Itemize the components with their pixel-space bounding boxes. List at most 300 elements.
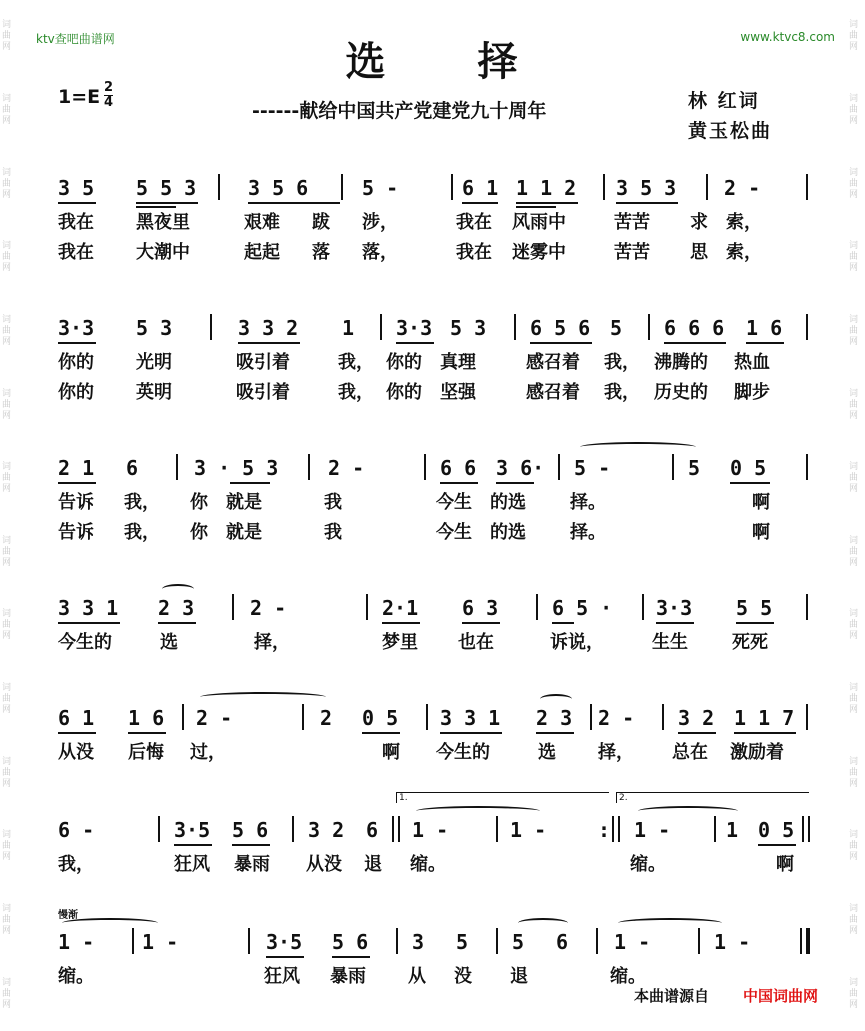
lyric: 风雨中	[512, 212, 566, 233]
barline	[210, 314, 212, 340]
tie-arc	[62, 918, 158, 928]
barline	[806, 454, 808, 480]
note-group: 1 1 2	[516, 176, 577, 200]
watermark-text: 词曲网	[2, 462, 12, 495]
barline	[380, 314, 382, 340]
barline	[558, 454, 560, 480]
note-group: 0 5	[362, 706, 399, 730]
watermark-text: 词曲网	[2, 904, 12, 936]
note-group: 5 3	[136, 316, 173, 340]
lyric: 坚强	[440, 382, 476, 403]
watermark-text: 词曲网	[849, 462, 859, 495]
note-group: 3·3	[656, 596, 693, 620]
barline	[176, 454, 178, 480]
watermark-text: 词曲网	[849, 167, 859, 200]
watermark-text: 词曲网	[2, 314, 12, 347]
barline	[612, 816, 614, 842]
lyric: 暴雨	[234, 854, 270, 875]
lyric: 择，	[254, 632, 290, 653]
tie-arc	[618, 918, 722, 928]
note-group: 5 -	[362, 176, 399, 200]
lyric: 我，	[338, 352, 374, 373]
underline	[58, 342, 96, 344]
footer-site-link[interactable]: 中国词曲网	[743, 987, 819, 1005]
note-group: 1 1 7	[734, 706, 795, 730]
lyric: 我	[324, 492, 342, 513]
lyric: 热血	[734, 352, 770, 373]
lyric: 索，	[726, 242, 762, 263]
barline	[514, 314, 516, 340]
barline	[706, 174, 708, 200]
note-group: 2 -	[598, 706, 635, 730]
note-group: 1	[726, 818, 739, 842]
lyric: 缩。	[610, 966, 646, 987]
note-group: 1 -	[634, 818, 671, 842]
note-group: 6 5 6	[530, 316, 591, 340]
lyric: 吸引着	[236, 352, 290, 373]
note-group: 1 -	[412, 818, 449, 842]
note-group: 3 2	[308, 818, 345, 842]
note-group: 2	[320, 706, 333, 730]
lyric: 选	[538, 742, 556, 763]
barline	[426, 704, 428, 730]
lyric: 感召着	[526, 382, 580, 403]
barline	[292, 816, 294, 842]
watermark-text: 词曲网	[2, 683, 12, 716]
footer-source-label: 本曲谱源自	[634, 987, 710, 1005]
barline	[698, 928, 700, 954]
underline	[158, 622, 196, 624]
note-group: 0 5	[758, 818, 795, 842]
lyric: 你的	[386, 352, 422, 373]
underline	[136, 202, 198, 204]
lyric: 选	[160, 632, 178, 653]
note-group: 0 5	[730, 456, 767, 480]
lyric: 从	[408, 966, 426, 987]
barline	[800, 928, 802, 954]
tie-arc	[580, 442, 696, 452]
note-group: 6 5 ·	[552, 596, 613, 620]
watermark-text: 词曲网	[2, 830, 12, 863]
underline	[238, 342, 300, 344]
lyric: 我，	[58, 854, 94, 875]
underline	[362, 732, 400, 734]
lyric: 迷雾中	[512, 242, 566, 263]
lyric: 激励着	[730, 742, 784, 763]
lyric: 啊	[776, 854, 794, 875]
watermark-text: 词曲网	[2, 977, 12, 1010]
volta-2: 2.	[616, 792, 809, 803]
watermark-text: 词曲网	[849, 756, 859, 789]
underline	[736, 622, 774, 624]
dedication: ------献给中国共产党建党九十周年	[252, 100, 547, 122]
note-group: 5 5	[736, 596, 773, 620]
note-group: 3 3 2	[238, 316, 299, 340]
barline	[158, 816, 160, 842]
note-group: 1 -	[142, 930, 179, 954]
score-line-2	[58, 312, 816, 344]
tie-arc	[518, 918, 568, 928]
lyric: 狂风	[174, 854, 210, 875]
lyric: 的选	[490, 522, 526, 543]
lyric: 涉，	[362, 212, 398, 233]
lyric: 死死	[732, 632, 768, 653]
tie-arc	[162, 584, 194, 594]
underline	[746, 342, 784, 344]
lyricist-credit: 林 红词	[688, 90, 760, 112]
note-group: 3 · 5 3	[194, 456, 279, 480]
watermark-text: 词曲网	[2, 93, 12, 126]
lyric: 沸腾的	[654, 352, 708, 373]
underline	[552, 622, 574, 624]
lyric: 今生的	[58, 632, 112, 653]
lyric: 啊	[382, 742, 400, 763]
watermark-text: 词曲网	[2, 756, 12, 789]
note-group: 2 -	[250, 596, 287, 620]
lyric: 没	[454, 966, 472, 987]
barline	[648, 314, 650, 340]
barline	[806, 704, 808, 730]
meter-top: 2	[104, 80, 114, 95]
barline	[672, 454, 674, 480]
lyric: 我在	[58, 212, 94, 233]
barline	[808, 816, 810, 842]
lyric: 择，	[598, 742, 634, 763]
note-group: 3 2	[678, 706, 715, 730]
lyric: 的选	[490, 492, 526, 513]
note-group: 3 3 1	[58, 596, 119, 620]
note-group: 1 -	[58, 930, 95, 954]
underline	[516, 202, 578, 204]
watermark-text: 词曲网	[2, 609, 12, 642]
note-group: 6 6 6	[664, 316, 725, 340]
note-group: 6 3	[462, 596, 499, 620]
note-group: 2 3	[536, 706, 573, 730]
left-watermark-strip	[2, 0, 16, 1031]
volta-1: 1.	[396, 792, 609, 803]
lyric: 后悔	[128, 742, 164, 763]
lyric: 落	[312, 242, 330, 263]
note-group: 2 -	[328, 456, 365, 480]
lyric: 你	[190, 492, 208, 513]
lyric: 缩。	[58, 966, 94, 987]
watermark-text: 词曲网	[849, 977, 859, 1010]
underline	[678, 732, 716, 734]
lyric: 择。	[570, 492, 606, 513]
lyric: 啊	[752, 492, 770, 513]
barline	[182, 704, 184, 730]
barline	[451, 174, 453, 200]
watermark-text: 词曲网	[849, 683, 859, 716]
lyric: 你的	[58, 352, 94, 373]
note-group: 3 6·	[496, 456, 545, 480]
barline	[398, 816, 400, 842]
lyric: 我在	[58, 242, 94, 263]
watermark-text: 词曲网	[849, 904, 859, 936]
lyric: 生生	[652, 632, 688, 653]
lyric: 你的	[386, 382, 422, 403]
underline	[758, 844, 796, 846]
lyric: 光明	[136, 352, 172, 373]
lyric: 我，	[338, 382, 374, 403]
lyric: 我，	[124, 522, 160, 543]
underline	[440, 482, 478, 484]
lyric: 落，	[362, 242, 398, 263]
note-group: 5 6	[332, 930, 369, 954]
lyric: 黑夜里	[136, 212, 190, 233]
lyric: 过，	[190, 742, 226, 763]
note-group: 5 6	[232, 818, 269, 842]
watermark-text: 词曲网	[2, 167, 12, 200]
lyric: 苦苦	[614, 242, 650, 263]
underline	[58, 482, 96, 484]
underline	[232, 844, 270, 846]
underline	[58, 732, 96, 734]
watermark-text: 词曲网	[2, 20, 12, 53]
watermark-text: 词曲网	[849, 93, 859, 126]
tie-arc	[540, 694, 572, 704]
underline	[58, 622, 120, 624]
underline	[128, 732, 166, 734]
barline	[496, 816, 498, 842]
watermark-text: 词曲网	[2, 241, 12, 274]
lyric: 总在	[672, 742, 708, 763]
lyric: 我，	[124, 492, 160, 513]
note-group: 6	[366, 818, 379, 842]
barline	[232, 594, 234, 620]
barline	[714, 816, 716, 842]
lyric: 英明	[136, 382, 172, 403]
lyric: 就是	[226, 492, 262, 513]
watermark-text: 词曲网	[849, 830, 859, 863]
lyric: 退	[510, 966, 528, 987]
lyric: 梦里	[382, 632, 418, 653]
barline	[302, 704, 304, 730]
lyric: 我，	[604, 382, 640, 403]
underline	[174, 844, 212, 846]
note-group: 1 6	[128, 706, 165, 730]
score-line-7	[58, 926, 816, 958]
lyric: 求	[690, 212, 708, 233]
watermark-text: 词曲网	[849, 314, 859, 347]
tie-arc	[416, 806, 540, 816]
note-group: 5	[512, 930, 525, 954]
watermark-text: 词曲网	[849, 241, 859, 274]
barline	[590, 704, 592, 730]
underline	[656, 622, 694, 624]
final-barline	[806, 928, 810, 954]
underline	[462, 202, 498, 204]
underline	[536, 732, 574, 734]
barline	[603, 174, 605, 200]
lyric: 狂风	[264, 966, 300, 987]
underline	[616, 202, 678, 204]
note-group: 3 5 3	[616, 176, 677, 200]
lyric: 你	[190, 522, 208, 543]
underline	[440, 732, 502, 734]
barline	[806, 314, 808, 340]
lyric: 索，	[726, 212, 762, 233]
lyric: 今生	[436, 522, 472, 543]
note-group: 3·3	[396, 316, 433, 340]
lyric: 起起	[244, 242, 280, 263]
barline	[366, 594, 368, 620]
lyric: 我	[324, 522, 342, 543]
lyric: 艰难	[244, 212, 280, 233]
note-group: 5	[688, 456, 701, 480]
underline	[530, 342, 592, 344]
barline	[596, 928, 598, 954]
lyric: 脚步	[734, 382, 770, 403]
watermark-text: 词曲网	[849, 388, 859, 421]
note-group: 3 5 6	[248, 176, 309, 200]
lyric: 就是	[226, 522, 262, 543]
note-group: 2 -	[196, 706, 233, 730]
watermark-text: 词曲网	[849, 20, 859, 53]
lyric: 真理	[440, 352, 476, 373]
score-line-5	[58, 702, 816, 734]
note-group: 3·5	[266, 930, 303, 954]
lyric: 暴雨	[330, 966, 366, 987]
barline	[662, 704, 664, 730]
barline	[392, 816, 394, 842]
barline	[132, 928, 134, 954]
lyric: 告诉	[58, 492, 94, 513]
barline	[424, 454, 426, 480]
score-line-1	[58, 172, 816, 204]
lyric: 也在	[458, 632, 494, 653]
lyric: 大潮中	[136, 242, 190, 263]
lyric: 你的	[58, 382, 94, 403]
note-group: 2·1	[382, 596, 419, 620]
meter-bottom: 4	[104, 95, 114, 110]
underline	[730, 482, 770, 484]
watermark-text: 词曲网	[2, 388, 12, 421]
watermark-text: 词曲网	[849, 535, 859, 568]
site-left-label: ktv查吧曲谱网	[36, 32, 115, 46]
barline	[396, 928, 398, 954]
lyric: 感召着	[526, 352, 580, 373]
barline	[248, 928, 250, 954]
time-signature	[104, 81, 113, 110]
note-group: 1	[342, 316, 355, 340]
barline	[806, 594, 808, 620]
lyric: 诉说，	[550, 632, 604, 653]
lyric: 吸引着	[236, 382, 290, 403]
underline	[382, 622, 420, 624]
note-group: 1 -	[714, 930, 751, 954]
note-group: 5 3	[450, 316, 487, 340]
lyric: 今生	[436, 492, 472, 513]
lyric: 缩。	[630, 854, 666, 875]
site-right-url: www.ktvc8.com	[740, 30, 835, 44]
watermark-text: 词曲网	[2, 535, 12, 568]
underline	[58, 202, 96, 204]
barline	[536, 594, 538, 620]
lyric: 我在	[456, 242, 492, 263]
note-group: 2 -	[724, 176, 761, 200]
barline	[218, 174, 220, 200]
underline	[462, 622, 500, 624]
lyric: 苦苦	[614, 212, 650, 233]
lyric: 缩。	[410, 854, 446, 875]
note-group: 1 -	[510, 818, 547, 842]
barline	[642, 594, 644, 620]
lyric: 历史的	[654, 382, 708, 403]
note-group: 3	[412, 930, 425, 954]
title-char-2: 择	[477, 38, 520, 85]
note-group: 6 1	[58, 706, 95, 730]
score-line-4	[58, 592, 816, 624]
barline	[496, 928, 498, 954]
note-group: 6	[126, 456, 139, 480]
lyric: 从没	[58, 742, 94, 763]
score-line-3	[58, 452, 816, 484]
underline	[664, 342, 726, 344]
right-watermark-strip	[849, 0, 863, 1031]
underline	[734, 732, 796, 734]
barline	[802, 816, 804, 842]
note-group: 6 1	[462, 176, 499, 200]
barline	[618, 816, 620, 842]
lyric: 从没	[306, 854, 342, 875]
lyric: 我，	[604, 352, 640, 373]
note-group: 1 6	[746, 316, 783, 340]
note-group: 3 3 1	[440, 706, 501, 730]
lyric: 告诉	[58, 522, 94, 543]
note-group: 6 6	[440, 456, 477, 480]
key-signature: 1=E	[58, 86, 101, 108]
lyric: 啊	[752, 522, 770, 543]
underline	[230, 482, 270, 484]
note-group: 3·3	[58, 316, 95, 340]
lyric: 退	[364, 854, 382, 875]
underline	[248, 202, 340, 204]
note-group: 3 5	[58, 176, 95, 200]
song-title	[0, 30, 865, 87]
composer-credit: 黄玉松曲	[688, 120, 773, 142]
note-group: 5 -	[574, 456, 611, 480]
lyric: 择。	[570, 522, 606, 543]
lyric: 跋	[312, 212, 330, 233]
tie-arc	[200, 692, 326, 702]
underline	[496, 482, 534, 484]
lyric: 我在	[456, 212, 492, 233]
tie-arc	[638, 806, 738, 816]
underline	[266, 956, 304, 958]
watermark-text: 词曲网	[849, 609, 859, 642]
score-line-6	[58, 814, 816, 846]
barline	[806, 174, 808, 200]
repeat-sign: :	[598, 818, 611, 842]
note-group: 3·5	[174, 818, 211, 842]
barline	[341, 174, 343, 200]
note-group: 6 -	[58, 818, 95, 842]
barline	[308, 454, 310, 480]
note-group: 6	[556, 930, 569, 954]
note-group: 5	[456, 930, 469, 954]
note-group: 2 1	[58, 456, 95, 480]
note-group: 2 3	[158, 596, 195, 620]
lyric: 思	[690, 242, 708, 263]
note-group: 5 5 3	[136, 176, 197, 200]
underline	[396, 342, 434, 344]
note-group: 5	[610, 316, 623, 340]
underline	[332, 956, 370, 958]
note-group: 1 -	[614, 930, 651, 954]
lyric: 今生的	[436, 742, 490, 763]
title-char-1: 选	[345, 38, 388, 85]
